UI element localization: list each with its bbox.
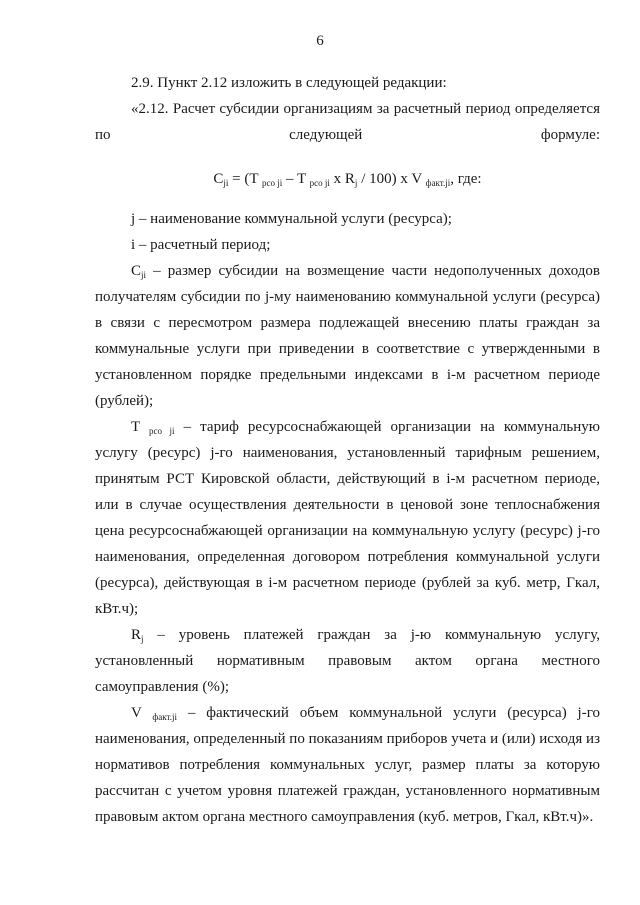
formula-eq-open: = (T	[228, 171, 263, 187]
definition-r-text: – уровень платежей граждан за j-ю коммунальную услугу, установленный нормативным правовым актом органа местного самоуправления (%);	[95, 627, 600, 695]
page-number: 6	[316, 33, 324, 49]
definition-t-text: – тариф ресурсоснабжающей организации на коммунальную услугу (ресурс) j-го наименования, установленный тарифным решением, принятым РСТ Кировской области, действующий в i-м расчетном периоде, или в случае осуществления деятельности в ценовой зоне теплоснабжения цена ресурсоснабжающей организации на коммунальную услугу (ресурс) j-го наименования, определенная договором потребления коммунальной услуги (ресурса), действующая в i-м расчетном периоде (рублей за куб. метр, Гкал, кВт.ч);	[95, 419, 601, 617]
definition-c-text: – размер субсидии на возмещение части недополученных доходов получателям субсидии по j-му наименованию коммунальной услуги (ресурса) в связи с пересмотром размера подлежащей внесению платы граждан за коммунальные услуги при приведении в соответствие с утвержденными в установленном порядке предельными индексами в i-м расчетном периоде (рублей);	[95, 263, 600, 409]
subsidy-formula	[95, 166, 600, 192]
definition-c-symbol: C	[131, 263, 142, 279]
formula-where: , где:	[450, 171, 482, 187]
formula-tail: / 100) x V	[357, 171, 426, 187]
formula-t1-sub: рсо ji	[262, 178, 283, 188]
definition-r-sub: j	[141, 634, 144, 644]
amendment-intro: 2.9. Пункт 2.12 изложить в следующей редакции:	[131, 75, 447, 91]
definition-v-text: – фактический объем коммунальной услуги (ресурса) j-го наименования, определенный по показаниям приборов учета и (или) исходя из нормативов потребления коммунальных услуг, размер платы за которую рассчитан с учетом уровня платежей граждан, установленного нормативным правовым актом органа местного самоуправления (куб. метров, Гкал, кВт.ч)».	[95, 705, 600, 825]
document-body	[95, 70, 600, 830]
formula-v-sub: факт.ji	[425, 178, 451, 188]
section-intro: «2.12. Расчет субсидии организациям за расчетный период определяется по следующей формуле:	[95, 101, 600, 143]
formula-t2-sub: рсо ji	[309, 178, 330, 188]
definition-i: i – расчетный период;	[131, 237, 271, 253]
formula-c: C	[213, 171, 224, 187]
definition-v-sub: факт.ji	[152, 712, 178, 722]
formula-r-sub: j	[354, 178, 358, 188]
definition-j: j – наименование коммунальной услуги (ресурса);	[131, 211, 452, 227]
definition-t	[95, 414, 600, 622]
formula-c-sub: ji	[223, 178, 229, 188]
definition-v-symbol: V	[131, 705, 153, 721]
formula-times-r: x R	[329, 171, 355, 187]
formula-minus: – T	[282, 171, 310, 187]
definition-v	[95, 700, 600, 830]
definition-r-symbol: R	[131, 627, 142, 643]
definition-c	[95, 258, 600, 414]
definition-c-sub: ji	[141, 270, 147, 280]
definition-t-symbol: T	[131, 419, 149, 435]
definition-r	[95, 622, 600, 700]
definition-t-sub: рсо ji	[148, 426, 175, 436]
